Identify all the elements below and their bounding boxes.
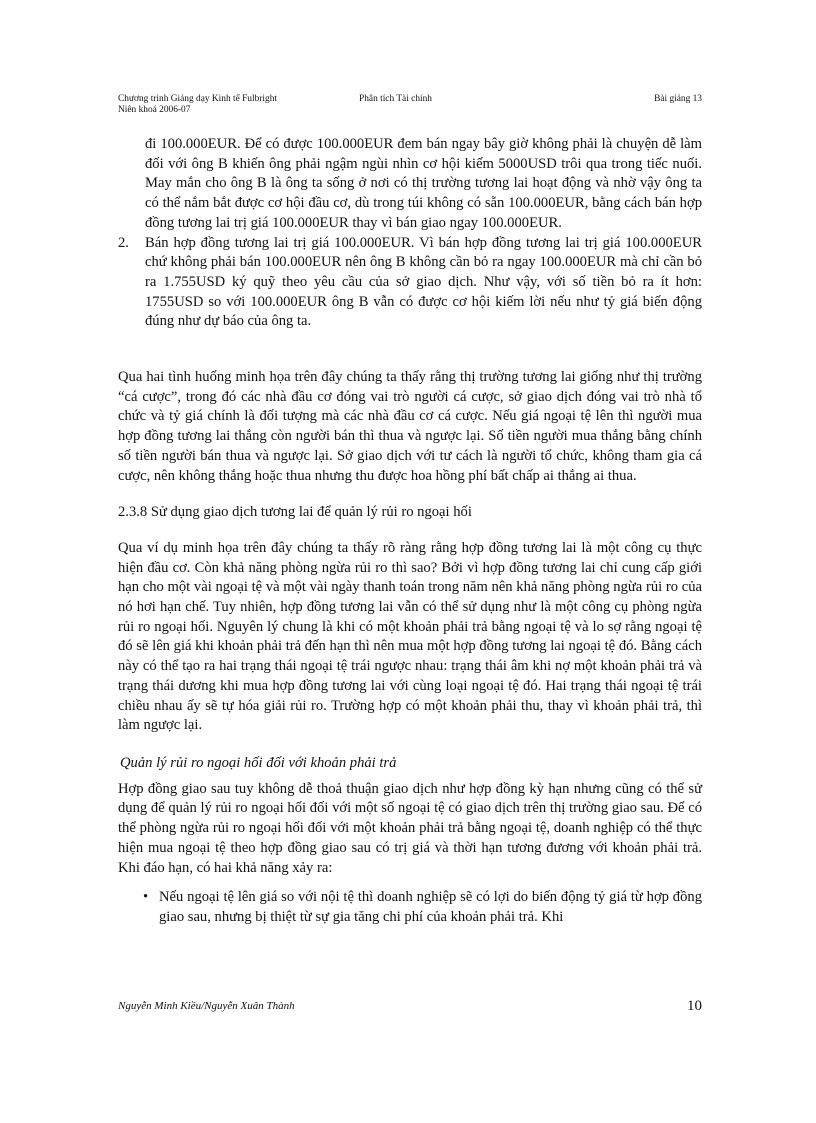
bullet-item <box>118 888 702 927</box>
footer-authors: Nguyễn Minh Kiều/Nguyễn Xuân Thành <box>118 1000 295 1012</box>
header-left <box>118 94 277 116</box>
list-item-text: Bán hợp đồng tương lai trị giá 100.000EUR. Vì bán hợp đồng tương lai trị giá 100.000EUR chứ không phải bán 100.000EUR nên ông B không cần bỏ ra ngay 100.000EUR mà chỉ cần bỏ ra 1.755USD ký quỹ theo yêu cầu của sở giao dịch. Như vậy, với số tiền bỏ ra ít hơn: 1755USD so với 100.000EUR ông B vẫn có được cơ hội kiếm lời nếu như tỷ giá biến động đúng như dự báo của ông ta. <box>145 234 702 330</box>
page-body <box>118 135 702 928</box>
page-number: 10 <box>687 998 702 1014</box>
paragraph-hedging-principle: Qua ví dụ minh họa trên đây chúng ta thấy rõ ràng rằng hợp đồng tương lai là một công cụ thực hiện đầu cơ. Còn khả năng phòng ngừa rủi ro thì sao? Bởi vì hợp đồng tương lai chỉ cung cấp giới hạn cho một vài ngoại tệ và một vài ngày thanh toán trong năm nên khả năng phòng ngừa rủi ro của nó hơi hạn chế. Tuy nhiên, hợp đồng tương lai vẫn có thể sử dụng như là một công cụ phòng ngừa rủi ro ngoại hối. Nguyên lý chung là khi có một khoản phải trả bằng ngoại tệ và lo sợ rằng ngoại tệ đó sẽ lên giá khi khoản phải trả đến hạn thì nên mua một hợp đồng tương lai ngoại tệ đó. Bằng cách này có thể tạo ra hai trạng thái ngoại tệ trái ngược nhau: trạng thái âm khi nợ một khoản phải trả và trạng thái dương khi mua hợp đồng tương lai với cùng loại ngoại tệ đó. Hai trạng thái ngoại tệ trái chiều nhau ấy sẽ tự hóa giải rủi ro. Trường hợp có một khoản phải thu, thay vì khoản phải trả, thì làm ngược lại. <box>118 539 702 734</box>
paragraph-betting-analogy: Qua hai tình huống minh họa trên đây chúng ta thấy rằng thị trường tương lai giống như thị trường “cá cược”, trong đó các nhà đầu cơ đóng vai trò người cá cược, sở giao dịch đóng vai trò nhà tổ chức và tỷ giá chính là đối tượng mà các nhà đầu cơ cá cược. Nếu giá ngoại tệ lên thì người mua hợp đồng tương lai thắng còn người bán thì thua và ngược lại. Số tiền người mua thắng bằng chính số tiền người bán thua và ngược lại. Sở giao dịch với tư cách là người tổ chức, không tham gia cá cược, nên không thắng hoặc thua nhưng thu được hoa hồng phí bất chấp ai thắng ai thua. <box>118 369 702 484</box>
program-name: Chương trình Giảng dạy Kinh tế Fulbright <box>118 94 277 104</box>
course-title: Phân tích Tài chính <box>359 94 432 104</box>
page-header <box>118 94 702 122</box>
list-item-2 <box>118 234 702 333</box>
page-footer <box>118 998 702 1018</box>
section-heading: 2.3.8 Sử dụng giao dịch tương lai để quản lý rủi ro ngoại hối <box>118 504 472 521</box>
bullet-icon: • <box>143 889 149 906</box>
academic-year: Niên khoá 2006-07 <box>118 105 191 115</box>
bullet-text: Nếu ngoại tệ lên giá so với nội tệ thì doanh nghiệp sẽ có lợi do biến động tỷ giá từ hợp đồng giao sau, nhưng bị thiệt từ sự gia tăng chi phí của khoản phải trả. Khi <box>159 889 702 925</box>
list-item-1-continuation: đi 100.000EUR. Để có được 100.000EUR đem bán ngay bây giờ không phải là chuyện dễ làm đối với ông B khiến ông phải ngậm ngùi nhìn cơ hội kiếm 5000USD trôi qua trong tiếc nuối. May mắn cho ông B là ông ta sống ở nơi có thị trường tương lai hoạt động và nhờ vậy ông ta có thể nắm bắt được cơ hội đầu cơ, dù trong túi không có sẵn 100.000EUR, bằng cách bán hợp đồng tương lai trị giá 100.000EUR thay vì bán giao ngay 100.000EUR. <box>145 136 702 231</box>
subsection-heading: Quản lý rủi ro ngoại hối đối với khoản phải trả <box>120 754 397 771</box>
lecture-number: Bài giảng 13 <box>654 94 702 104</box>
paragraph-futures-payables: Hợp đồng giao sau tuy không dễ thoả thuận giao dịch như hợp đồng kỳ hạn nhưng cũng có thể sử dụng để quản lý rủi ro ngoại hối đối với một số ngoại tệ có giao dịch trên thị trường giao sau. Để có thể phòng ngừa rủi ro ngoại hối đối với một khoản phải trả bằng ngoại tệ, doanh nghiệp có thể thực hiện mua ngoại tệ theo hợp đồng giao sau có trị giá và thời hạn tương đương với khoản phải trả. Khi đáo hạn, có hai khả năng xảy ra: <box>118 780 702 876</box>
list-item-number: 2. <box>118 234 129 251</box>
